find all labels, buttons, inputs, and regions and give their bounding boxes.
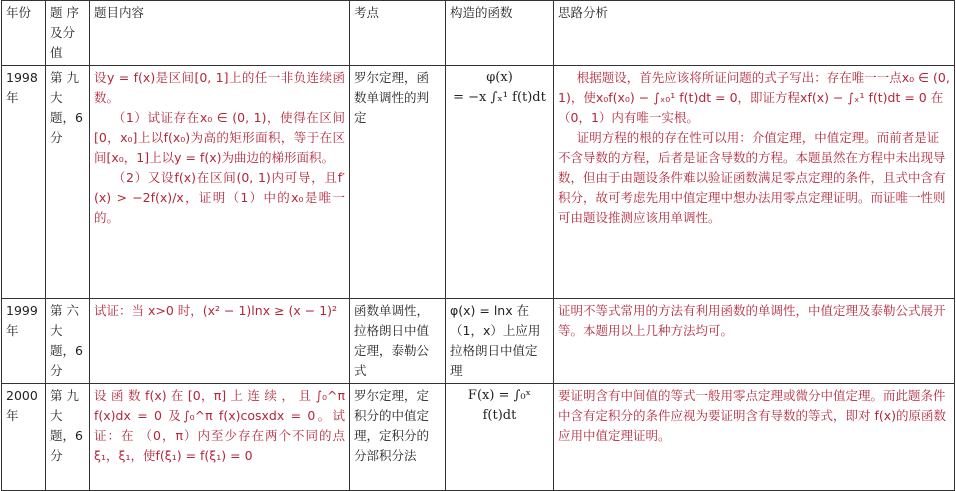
idea-cell: 证明不等式常用的方法有利用函数的单调性，中值定理及泰勒公式展开等。本题用以上几种方法均可。 (554, 299, 955, 384)
question-no-cell: 第 六 大题，6 分 (46, 299, 90, 384)
idea-paragraph: 证明方程的根的存在性可以用：介值定理，中值定理。而前者是证不含导数的方程，后者是证含导数的方程。本题虽然在方程中未出现导数，但由于由题设条件难以验证函数满足零点定理的条件，且式中含有积分，故可考虑先用中值定理中想办法用零点定理证明。而证唯一性则可由题设推测应该用单调性。 (558, 130, 946, 225)
function-cell: φ(x) = lnx 在（1，x）上应用拉格朗日中值定理 (446, 299, 554, 384)
question-no-cell: 第 九 大题，6 分 (46, 66, 90, 299)
year-cell: 1998年 (2, 66, 46, 299)
header-question-no: 题 序 及分值 (46, 1, 90, 66)
function-line: φ(x) (486, 70, 513, 85)
question-no-cell: 第 九 大题，6 分 (46, 384, 90, 491)
header-idea: 思路分析 (554, 1, 955, 66)
header-keypoint: 考点 (350, 1, 446, 66)
function-cell: F(x) = ∫₀ˣ f(t)dt (446, 384, 554, 491)
header-row (2, 1, 955, 66)
idea-cell (554, 66, 955, 299)
header-content: 题目内容 (90, 1, 350, 66)
math-problem-table (1, 0, 955, 491)
keypoint-cell: 函数单调性，拉格朗日中值定理，泰勒公式 (350, 299, 446, 384)
content-paragraph: （2）又设f(x)在区间(0, 1)内可导，且f′(x) > −2f(x)/x，证明（1）中的x₀是唯一的。 (94, 170, 345, 225)
table-row (2, 384, 955, 491)
content-cell (90, 66, 350, 299)
idea-cell: 要证明含有中间值的等式一般用零点定理或微分中值定理。而此题条件中含有定积分的条件应视为要证明含有导数的等式，即对 f(x)的原函数应用中值定理证明。 (554, 384, 955, 491)
content-paragraph: （1）试证存在x₀ ∈ (0, 1)，使得在区间[0，x₀]上以f(x₀)为高的矩形面积，等于在区间[x₀，1]上以y = f(x)为曲边的梯形面积。 (94, 110, 345, 165)
keypoint-cell: 罗尔定理，定积分的中值定理，定积分的分部积分法 (350, 384, 446, 491)
content-cell: 试证：当 x>0 时，(x² − 1)lnx ≥ (x − 1)² (90, 299, 350, 384)
year-cell: 1999年 (2, 299, 46, 384)
keypoint-cell: 罗尔定理，函数单调性的判定 (350, 66, 446, 299)
function-cell (446, 66, 554, 299)
function-line: = −x ∫ₓ¹ f(t)dt (453, 90, 546, 105)
content-cell: 设 函 数 f(x) 在 [0，π] 上 连 续 ， 且 ∫₀^π f(x)dx = 0 及∫₀^π f(x)cosxdx = 0。试证：在 （0，π）内至少存在两个不同的点ξ₁，ξ₁，使f(ξ₁) = f(ξ₁) = 0 (90, 384, 350, 491)
idea-paragraph: 根据题设，首先应该将所证问题的式子写出：存在唯一一点x₀ ∈ (0, 1)，使x₀f(x₀) − ∫ₓ₀¹ f(t)dt = 0，即证方程xf(x) − ∫ₓ¹ f(t)dt = 0 在（0，1）内有唯一实根。 (558, 70, 950, 125)
content-paragraph: 设y = f(x)是区间[0, 1]上的任一非负连续函数。 (94, 70, 345, 105)
header-year: 年份 (2, 1, 46, 66)
table-row (2, 66, 955, 299)
year-cell: 2000年 (2, 384, 46, 491)
table-row (2, 299, 955, 384)
header-function: 构造的函数 (446, 1, 554, 66)
